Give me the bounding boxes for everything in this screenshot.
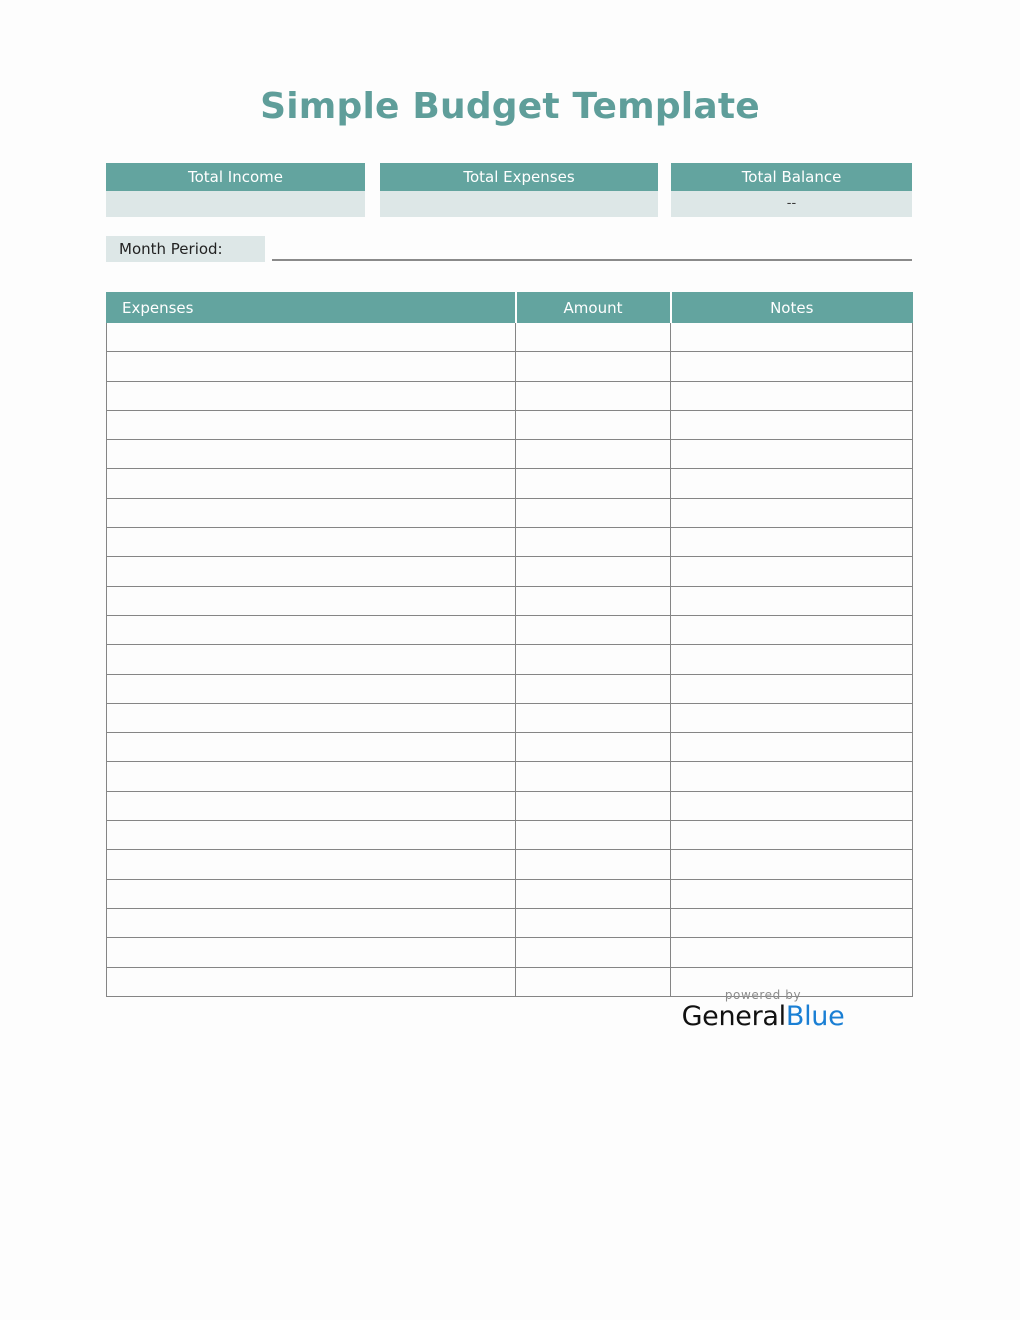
table-row [107, 791, 913, 820]
cell-expenses[interactable] [107, 762, 516, 791]
totals-summary-strip [106, 163, 912, 217]
cell-notes[interactable] [671, 323, 913, 352]
cell-amount[interactable] [516, 791, 671, 820]
cell-notes[interactable] [671, 410, 913, 439]
cell-notes[interactable] [671, 557, 913, 586]
total-balance-card [671, 163, 912, 217]
cell-notes[interactable] [671, 762, 913, 791]
page-title: Simple Budget Template [260, 86, 760, 127]
table-row [107, 557, 913, 586]
cell-notes[interactable] [671, 674, 913, 703]
total-expenses-value[interactable] [380, 191, 658, 217]
cell-amount[interactable] [516, 528, 671, 557]
table-row [107, 469, 913, 498]
table-row [107, 879, 913, 908]
cell-notes[interactable] [671, 938, 913, 967]
cell-expenses[interactable] [107, 879, 516, 908]
cell-expenses[interactable] [107, 469, 516, 498]
cell-expenses[interactable] [107, 967, 516, 996]
cell-notes[interactable] [671, 908, 913, 937]
expenses-table [106, 292, 913, 997]
cell-notes[interactable] [671, 352, 913, 381]
expenses-table-body [107, 323, 913, 997]
cell-amount[interactable] [516, 615, 671, 644]
cell-notes[interactable] [671, 733, 913, 762]
expenses-table-header [107, 293, 913, 323]
total-balance-label: Total Balance [671, 163, 912, 191]
cell-amount[interactable] [516, 586, 671, 615]
cell-expenses[interactable] [107, 323, 516, 352]
cell-amount[interactable] [516, 469, 671, 498]
cell-expenses[interactable] [107, 908, 516, 937]
table-row [107, 762, 913, 791]
powered-by-logo [614, 988, 912, 1032]
table-row [107, 381, 913, 410]
table-row [107, 674, 913, 703]
column-header-notes: Notes [671, 293, 913, 323]
cell-notes[interactable] [671, 791, 913, 820]
cell-expenses[interactable] [107, 703, 516, 732]
cell-notes[interactable] [671, 850, 913, 879]
cell-amount[interactable] [516, 674, 671, 703]
table-row [107, 850, 913, 879]
total-income-card [106, 163, 365, 217]
table-row [107, 586, 913, 615]
cell-expenses[interactable] [107, 938, 516, 967]
cell-expenses[interactable] [107, 791, 516, 820]
cell-amount[interactable] [516, 323, 671, 352]
cell-notes[interactable] [671, 586, 913, 615]
cell-notes[interactable] [671, 381, 913, 410]
cell-notes[interactable] [671, 440, 913, 469]
cell-amount[interactable] [516, 645, 671, 674]
column-header-expenses: Expenses [107, 293, 516, 323]
total-expenses-card [380, 163, 658, 217]
table-row [107, 645, 913, 674]
total-income-label: Total Income [106, 163, 365, 191]
cell-amount[interactable] [516, 352, 671, 381]
cell-amount[interactable] [516, 762, 671, 791]
cell-expenses[interactable] [107, 557, 516, 586]
cell-amount[interactable] [516, 821, 671, 850]
cell-notes[interactable] [671, 528, 913, 557]
month-period-label: Month Period: [106, 236, 265, 262]
total-expenses-label: Total Expenses [380, 163, 658, 191]
cell-notes[interactable] [671, 703, 913, 732]
table-row [107, 908, 913, 937]
table-row [107, 528, 913, 557]
table-row [107, 703, 913, 732]
cell-expenses[interactable] [107, 528, 516, 557]
table-row [107, 733, 913, 762]
cell-expenses[interactable] [107, 733, 516, 762]
brand-name-first: General [681, 1001, 786, 1032]
cell-amount[interactable] [516, 410, 671, 439]
month-period-input[interactable] [272, 236, 912, 261]
cell-amount[interactable] [516, 733, 671, 762]
table-header-row [107, 293, 913, 323]
table-row [107, 323, 913, 352]
table-row [107, 938, 913, 967]
table-row [107, 440, 913, 469]
table-row [107, 498, 913, 527]
table-row [107, 615, 913, 644]
cell-expenses[interactable] [107, 410, 516, 439]
cell-notes[interactable] [671, 498, 913, 527]
cell-expenses[interactable] [107, 821, 516, 850]
table-row [107, 352, 913, 381]
cell-amount[interactable] [516, 440, 671, 469]
cell-amount[interactable] [516, 879, 671, 908]
brand-name [614, 1002, 912, 1032]
cell-amount[interactable] [516, 908, 671, 937]
powered-by-text: powered by [724, 988, 802, 1002]
cell-amount[interactable] [516, 498, 671, 527]
cell-expenses[interactable] [107, 440, 516, 469]
cell-notes[interactable] [671, 645, 913, 674]
cell-notes[interactable] [671, 615, 913, 644]
cell-amount[interactable] [516, 938, 671, 967]
cell-expenses[interactable] [107, 381, 516, 410]
cell-expenses[interactable] [107, 850, 516, 879]
cell-amount[interactable] [516, 850, 671, 879]
total-balance-value: -- [671, 191, 912, 217]
column-header-amount: Amount [516, 293, 671, 323]
cell-expenses[interactable] [107, 674, 516, 703]
brand-name-second: Blue [785, 1001, 845, 1032]
cell-expenses[interactable] [107, 586, 516, 615]
cell-notes[interactable] [671, 879, 913, 908]
month-period-row [106, 236, 912, 262]
cell-expenses[interactable] [107, 645, 516, 674]
cell-expenses[interactable] [107, 352, 516, 381]
cell-notes[interactable] [671, 469, 913, 498]
cell-expenses[interactable] [107, 615, 516, 644]
table-row [107, 410, 913, 439]
cell-amount[interactable] [516, 381, 671, 410]
total-income-value[interactable] [106, 191, 365, 217]
cell-notes[interactable] [671, 821, 913, 850]
table-row [107, 821, 913, 850]
cell-amount[interactable] [516, 557, 671, 586]
cell-amount[interactable] [516, 703, 671, 732]
cell-expenses[interactable] [107, 498, 516, 527]
